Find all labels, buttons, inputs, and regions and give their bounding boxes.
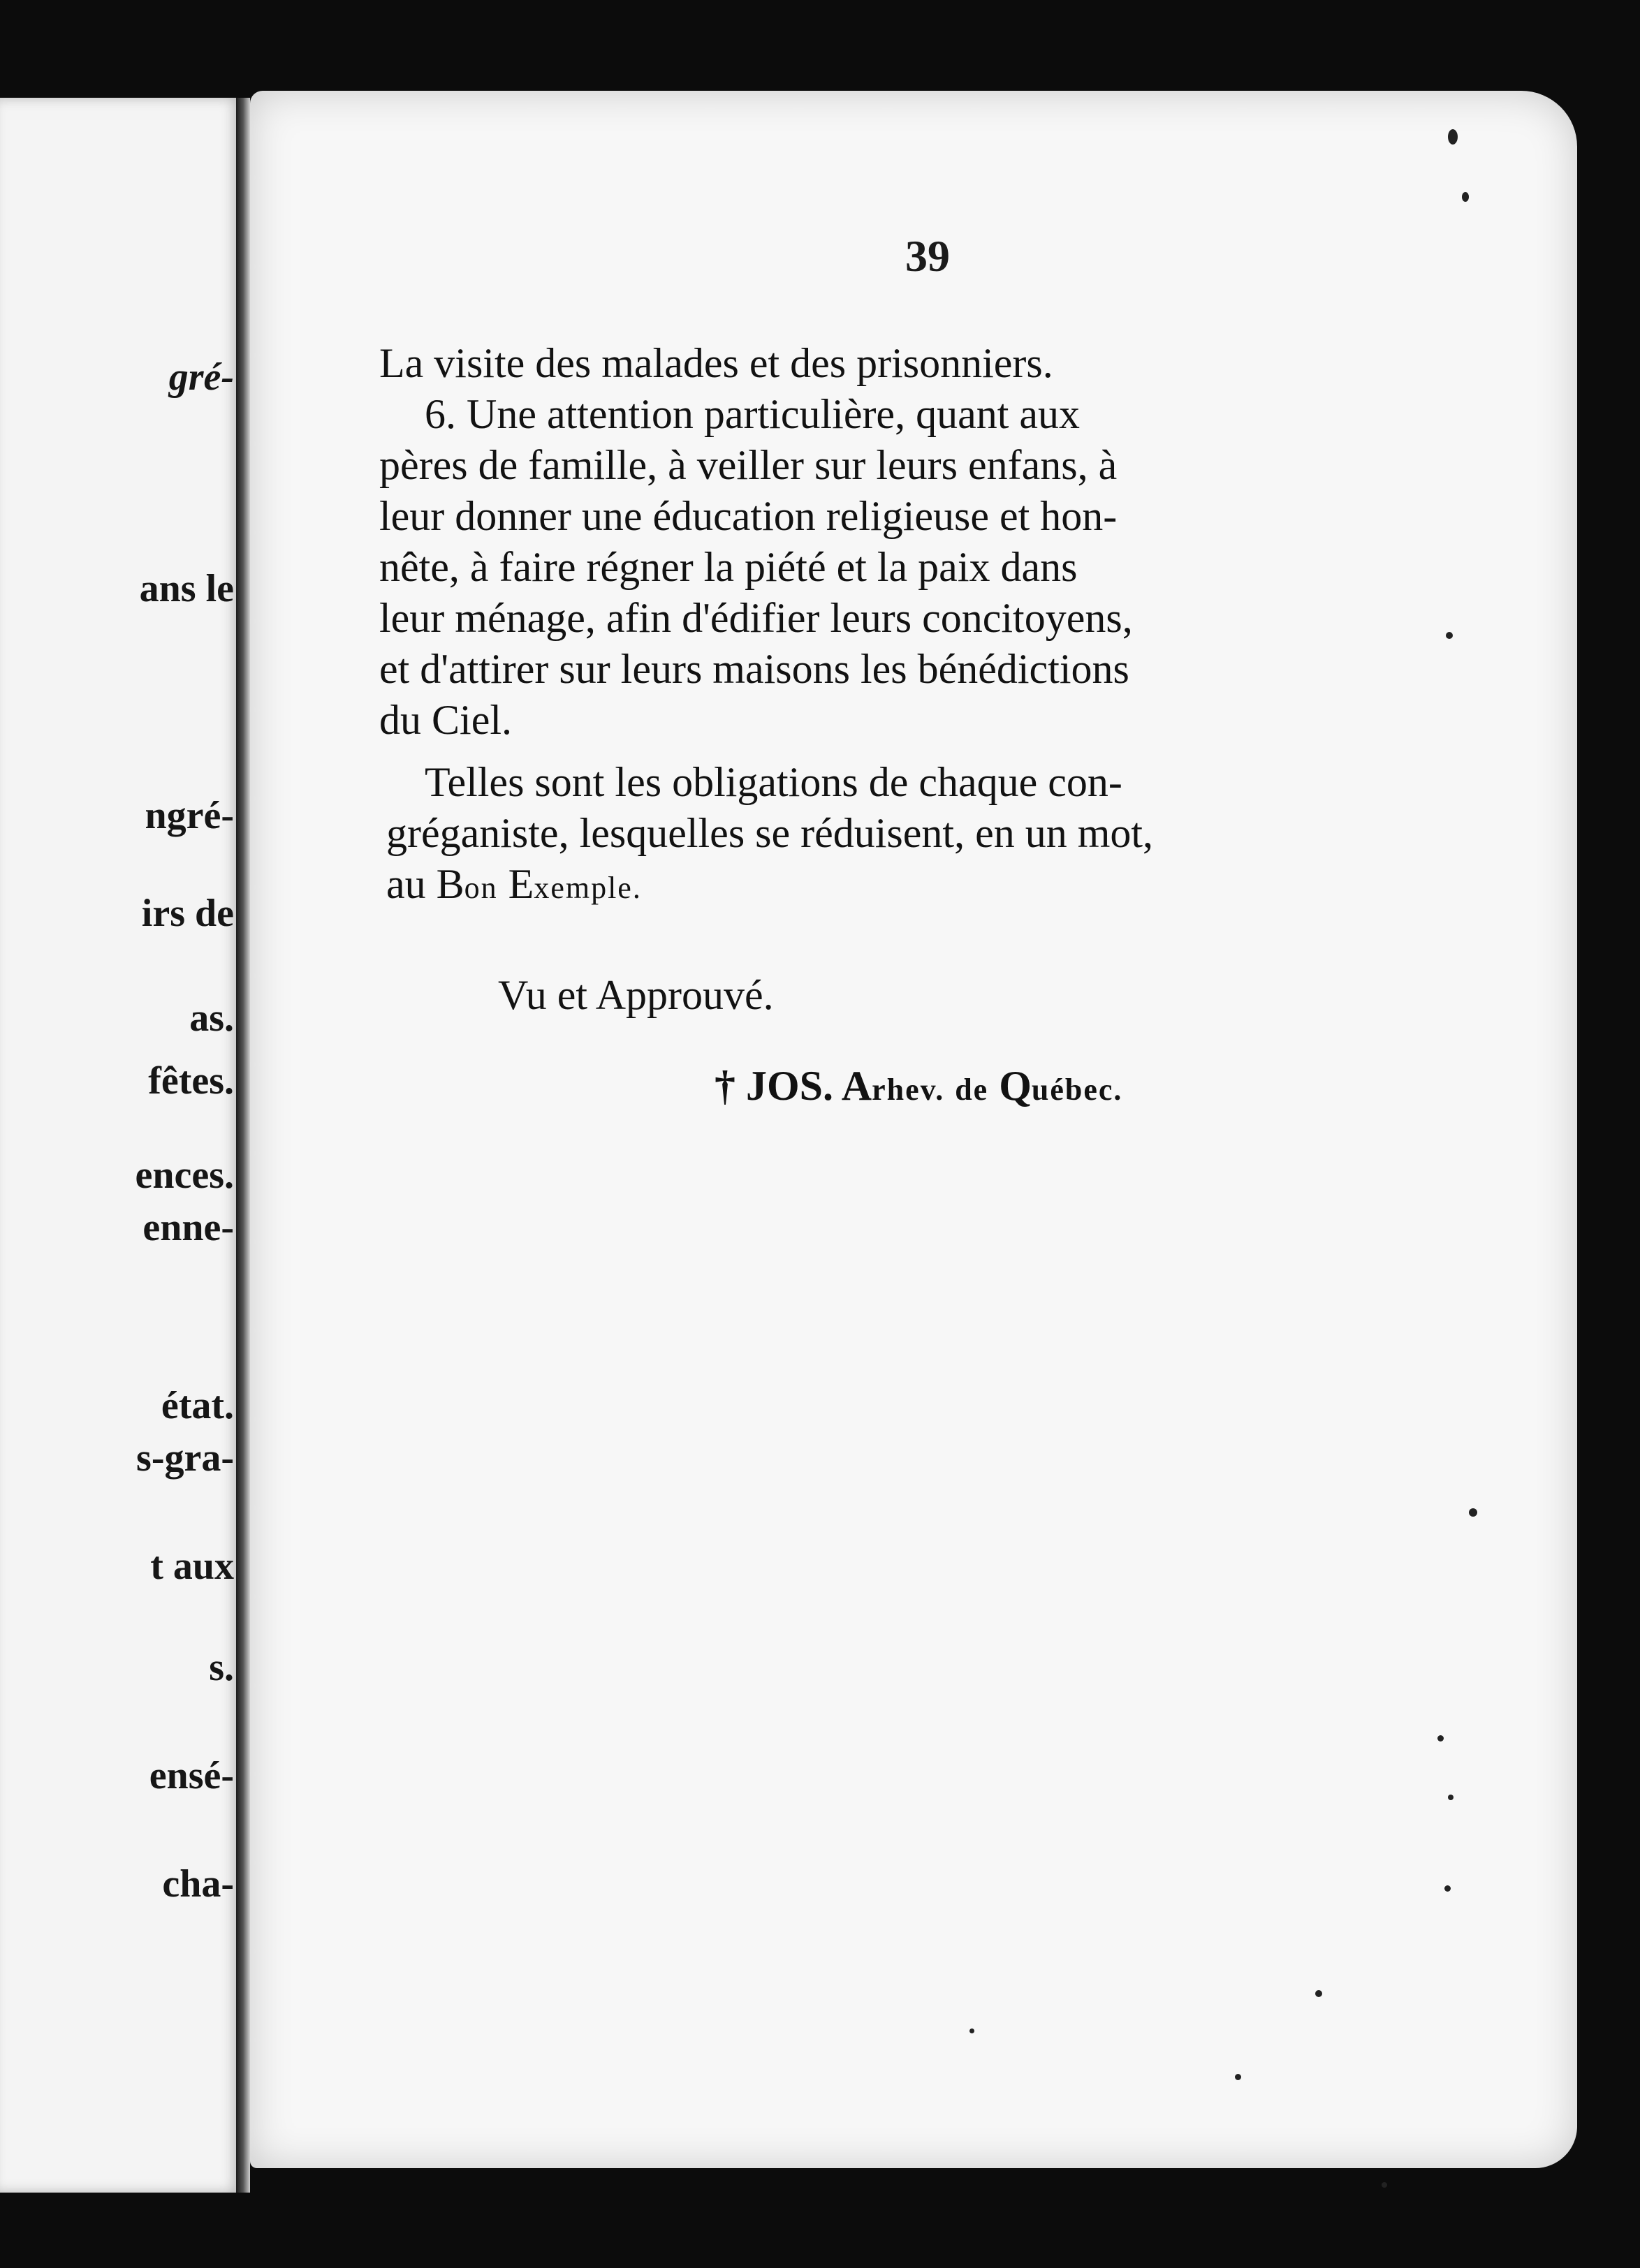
cross-symbol: †: [715, 1063, 735, 1109]
ink-speck: [1446, 632, 1453, 639]
ink-speck: [969, 2028, 974, 2033]
ink-speck: [1448, 1795, 1454, 1800]
small-caps-text: uébec.: [1031, 1073, 1123, 1107]
body-line: leur donner une éducation religieuse et hon-: [379, 493, 1118, 539]
small-caps-text: on: [464, 871, 498, 905]
left-page-fragment: ensé-: [149, 1754, 234, 1797]
signature-line: [715, 1065, 1122, 1107]
left-page-fragment: fêtes.: [148, 1059, 234, 1103]
body-line: du Ciel.: [379, 697, 512, 743]
book-gutter: [236, 98, 250, 2193]
small-caps-text: xemple.: [534, 871, 642, 905]
small-caps-initial: Q: [999, 1063, 1032, 1109]
signature-name: JOS.: [746, 1063, 834, 1109]
body-line: nête, à faire régner la piété et la paix dans: [379, 544, 1078, 590]
left-page-fragment: enne-: [142, 1206, 234, 1249]
small-caps-text: de: [955, 1073, 989, 1107]
ink-speck: [1444, 1885, 1451, 1892]
left-page-fragment: ans le: [139, 567, 234, 610]
book-page: [250, 91, 1577, 2168]
page-number: 39: [905, 231, 950, 281]
small-caps-initial: E: [508, 861, 534, 907]
body-line: leur ménage, afin d'édifier leurs concitoyens,: [379, 595, 1133, 641]
left-page-fragment: s.: [209, 1646, 234, 1689]
ink-speck: [1315, 1990, 1322, 1997]
body-line: La visite des malades et des prisonniers.: [379, 340, 1053, 386]
left-page-fragment: ences.: [135, 1154, 234, 1197]
previous-page-strip: [0, 98, 241, 2193]
ink-speck: [1437, 1735, 1444, 1742]
left-page-fragment: irs de: [141, 892, 234, 935]
small-caps-initial: B: [436, 861, 464, 907]
body-line: Telles sont les obligations de chaque con-: [425, 759, 1122, 805]
body-line-bon-exemple: [386, 863, 642, 905]
ink-speck: [1462, 192, 1469, 202]
left-page-fragment: état.: [161, 1384, 234, 1427]
left-page-fragment: as.: [189, 996, 234, 1040]
approval-line: Vu et Approuvé.: [498, 972, 774, 1018]
ink-speck: [1382, 2182, 1387, 2188]
small-caps-text: rhev.: [872, 1073, 945, 1107]
ink-speck: [1235, 2074, 1241, 2080]
left-page-fragment: s-gra-: [136, 1436, 234, 1480]
small-caps-initial: A: [841, 1063, 872, 1109]
ink-speck: [1448, 129, 1458, 145]
body-line: 6. Une attention particulière, quant aux: [425, 391, 1080, 437]
left-page-fragment: ngré-: [145, 794, 234, 837]
body-line: pères de famille, à veiller sur leurs enfans, à: [379, 442, 1118, 488]
ink-speck: [1469, 1508, 1477, 1517]
body-line: gréganiste, lesquelles se réduisent, en un mot,: [386, 810, 1154, 856]
body-line-prefix: au: [386, 861, 437, 907]
left-page-fragment: t aux: [150, 1545, 234, 1588]
left-page-fragment: cha-: [162, 1862, 234, 1906]
body-line: et d'attirer sur leurs maisons les bénédictions: [379, 646, 1129, 692]
left-page-fragment: gré-: [168, 355, 234, 399]
